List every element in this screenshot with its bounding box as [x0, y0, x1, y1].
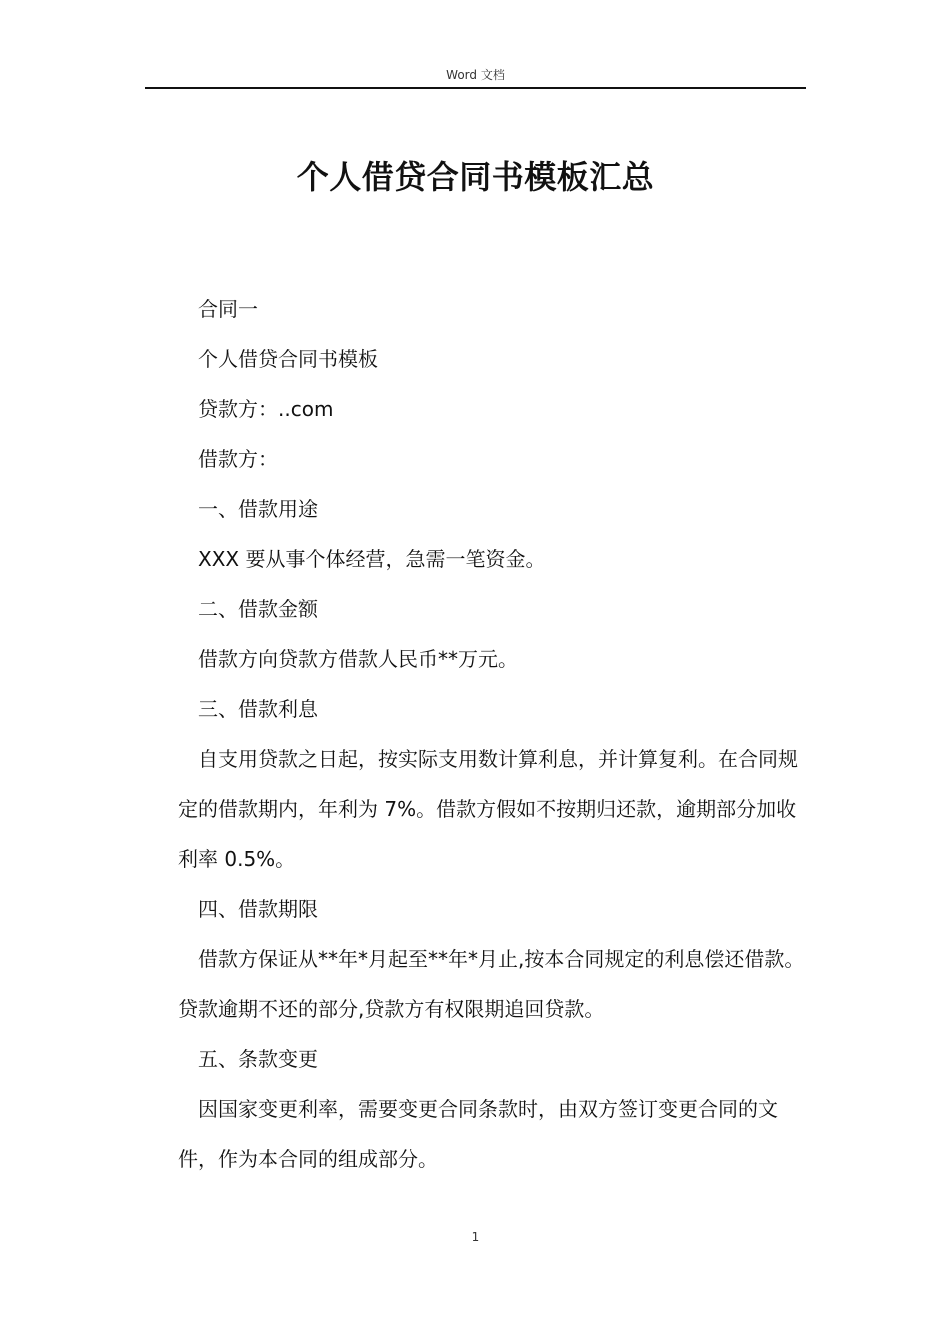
- header-divider: [145, 87, 806, 89]
- page-header: Word 文档: [446, 68, 505, 82]
- document-body: [178, 284, 808, 1184]
- contract-name: 个人借贷合同书模板: [198, 347, 378, 371]
- borrower-line: 借款方：: [198, 447, 278, 471]
- loan-interest-text: 自支用贷款之日起，按实际支用数计算利息，并计算复利。在合同规定的借款期内，年利为 7%。借款方假如不按期归还款，逾期部分加收利率 0.5%。: [178, 747, 798, 871]
- loan-term-text: 借款方保证从**年*月起至**年*月止,按本合同规定的利息偿还借款。贷款逾期不还的部分,贷款方有权限期追回贷款。: [178, 947, 805, 1021]
- heading-clause-change: 五、条款变更: [198, 1047, 318, 1071]
- section-label-contract-one: 合同一: [198, 297, 258, 321]
- loan-amount-text: 借款方向贷款方借款人民币**万元。: [198, 647, 518, 671]
- heading-loan-amount: 二、借款金额: [198, 597, 318, 621]
- heading-loan-term: 四、借款期限: [198, 897, 318, 921]
- heading-loan-purpose: 一、借款用途: [198, 497, 318, 521]
- clause-change-text: 因国家变更利率，需要变更合同条款时，由双方签订变更合同的文件，作为本合同的组成部分。: [178, 1097, 778, 1171]
- page-number: 1: [471, 1230, 480, 1244]
- document-title: 个人借贷合同书模板汇总: [296, 158, 655, 196]
- loan-purpose-text: XXX 要从事个体经营，急需一笔资金。: [198, 547, 546, 571]
- heading-loan-interest: 三、借款利息: [198, 697, 318, 721]
- lender-line: 贷款方：..com: [198, 397, 334, 421]
